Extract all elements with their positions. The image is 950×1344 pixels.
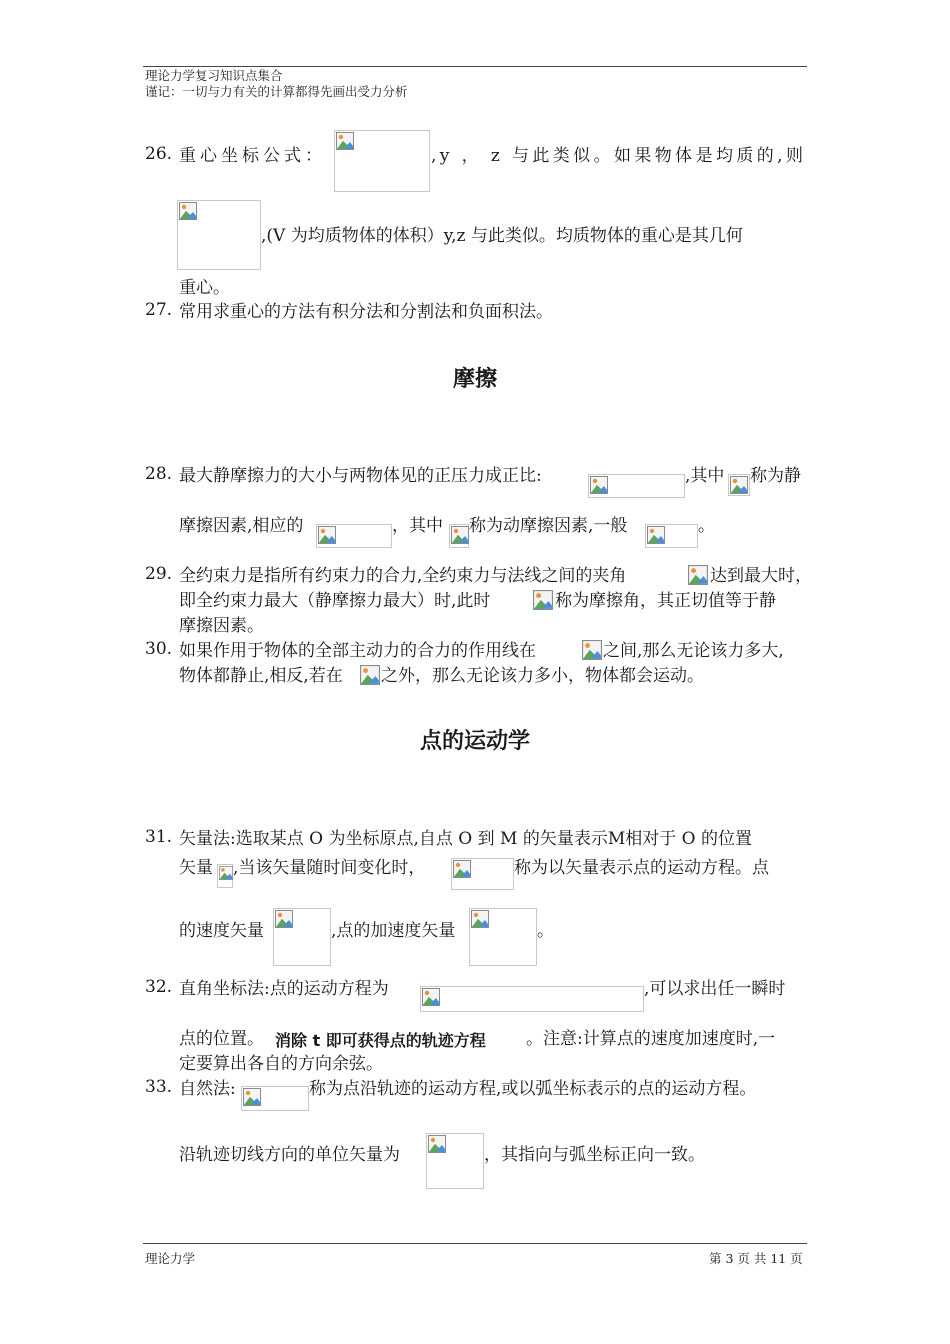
broken-image-icon — [243, 1088, 261, 1106]
formula-image — [533, 590, 553, 610]
header-subtitle: 谨记：一切与力有关的计算都得先画出受力分析 — [145, 84, 408, 99]
item-29-text-d: 称为摩擦角，其正切值等于静 — [555, 591, 776, 611]
item-31-text-c: ,当该矢量随时间变化时， — [233, 858, 426, 878]
broken-image-icon — [688, 565, 708, 585]
broken-image-icon — [318, 526, 336, 544]
broken-image-icon — [360, 665, 380, 685]
item-32-text-e: 。注意:计算点的速度加速度时,一 — [526, 1029, 776, 1049]
header-rule — [143, 66, 807, 67]
broken-image-icon — [647, 526, 665, 544]
item-31-text-f: ,点的加速度矢量 — [331, 921, 456, 941]
item-27-text: 常用求重心的方法有积分法和分割法和负面积法。 — [179, 302, 553, 322]
header-title: 理论力学复习知识点集合 — [145, 68, 283, 83]
formula-image — [451, 858, 514, 890]
item-32-text-f: 定要算出各自的方向余弦。 — [179, 1054, 383, 1074]
item-28-text-g: 。 — [698, 516, 715, 536]
item-29-text-b: 达到最大时， — [710, 566, 812, 586]
item-28-text-f: 称为动摩擦因素,一般 — [469, 516, 628, 536]
item-number-27: 27. — [145, 300, 173, 320]
item-30-text-c: 物体都静止,相反,若在 — [179, 666, 343, 686]
item-number-33: 33. — [145, 1077, 173, 1097]
item-26-text-b: ,y ， z 与此类似。如果物体是均质的,则 — [431, 146, 807, 166]
item-28-text-b: ,其中 — [685, 466, 725, 486]
formula-image — [469, 908, 537, 966]
item-32-text-b: ,可以求出任一瞬时 — [644, 979, 786, 999]
item-28-text-e: ，其中 — [392, 516, 443, 536]
item-29-text-e: 摩擦因素。 — [179, 616, 264, 636]
formula-image — [217, 864, 233, 888]
item-31-text-g: 。 — [537, 921, 554, 941]
broken-image-icon — [219, 866, 233, 880]
item-number-32: 32. — [145, 977, 173, 997]
item-31-text-b: 矢量 — [179, 858, 213, 878]
item-33-text-c: 沿轨迹切线方向的单位矢量为 — [179, 1145, 400, 1165]
item-number-26: 26. — [145, 144, 173, 164]
item-28-text-c: 称为静 — [750, 466, 801, 486]
item-30-text-a: 如果作用于物体的全部主动力的合力的作用线在 — [179, 641, 536, 661]
item-26-text-a: 重心坐标公式： — [179, 146, 326, 166]
broken-image-icon — [422, 988, 440, 1006]
footer-left: 理论力学 — [145, 1251, 196, 1266]
formula-image — [426, 1133, 484, 1189]
item-32-text-a: 直角坐标法:点的运动方程为 — [179, 979, 389, 999]
broken-image-icon — [533, 590, 553, 610]
item-29-text-c: 即全约束力最大（静摩擦力最大）时,此时 — [179, 591, 491, 611]
formula-image — [316, 524, 392, 548]
formula-image — [728, 474, 750, 496]
formula-image — [449, 524, 469, 548]
item-number-28: 28. — [145, 464, 173, 484]
item-31-text-a: 矢量法:选取某点 O 为坐标原点,自点 O 到 M 的矢量表示M相对于 O 的位置 — [179, 829, 752, 849]
item-33-text-b: 称为点沿轨迹的运动方程,或以弧坐标表示的点的运动方程。 — [309, 1079, 757, 1099]
formula-image — [360, 665, 380, 685]
formula-image — [177, 200, 261, 270]
formula-image — [645, 524, 698, 548]
item-30-text-d: 之外，那么无论该力多小，物体都会运动。 — [381, 666, 704, 686]
item-33-text-a: 自然法: — [179, 1079, 236, 1099]
broken-image-icon — [453, 860, 471, 878]
item-number-30: 30. — [145, 639, 173, 659]
broken-image-icon — [179, 202, 197, 220]
broken-image-icon — [428, 1135, 446, 1153]
item-32-text-c: 点的位置。 — [179, 1029, 264, 1049]
broken-image-icon — [582, 640, 602, 660]
formula-image — [420, 986, 644, 1012]
item-30-text-b: 之间,那么无论该力多大, — [603, 641, 784, 661]
item-31-text-e: 的速度矢量 — [179, 921, 264, 941]
broken-image-icon — [336, 132, 354, 150]
item-26-text-c: ,(V 为均质物体的体积）y,z 与此类似。均质物体的重心是其几何 — [261, 226, 743, 246]
section-heading-kinematics: 点的运动学 — [419, 729, 530, 754]
item-number-31: 31. — [145, 827, 173, 847]
formula-image — [334, 130, 430, 192]
broken-image-icon — [275, 910, 293, 928]
formula-image — [241, 1086, 309, 1111]
formula-image — [588, 474, 685, 498]
item-28-text-d: 摩擦因素,相应的 — [179, 516, 304, 536]
section-heading-friction: 摩擦 — [452, 367, 497, 392]
broken-image-icon — [451, 526, 469, 544]
footer-rule — [143, 1243, 807, 1244]
formula-image — [582, 640, 602, 660]
item-26-text-d: 重心。 — [179, 278, 230, 298]
footer-page-number: 第 3 页 共 11 页 — [709, 1251, 803, 1266]
item-33-text-d: ，其指向与弧坐标正向一致。 — [484, 1145, 705, 1165]
formula-image — [273, 908, 331, 966]
item-29-text-a: 全约束力是指所有约束力的合力,全约束力与法线之间的夹角 — [179, 566, 627, 586]
broken-image-icon — [590, 476, 608, 494]
broken-image-icon — [730, 476, 748, 494]
item-number-29: 29. — [145, 564, 173, 584]
item-31-text-d: 称为以矢量表示点的运动方程。点 — [514, 858, 769, 878]
item-28-text-a: 最大静摩擦力的大小与两物体见的正压力成正比: — [179, 466, 542, 486]
broken-image-icon — [471, 910, 489, 928]
item-32-highlight: 消除 t 即可获得点的轨迹方程 — [275, 1031, 486, 1050]
formula-image — [688, 565, 708, 585]
